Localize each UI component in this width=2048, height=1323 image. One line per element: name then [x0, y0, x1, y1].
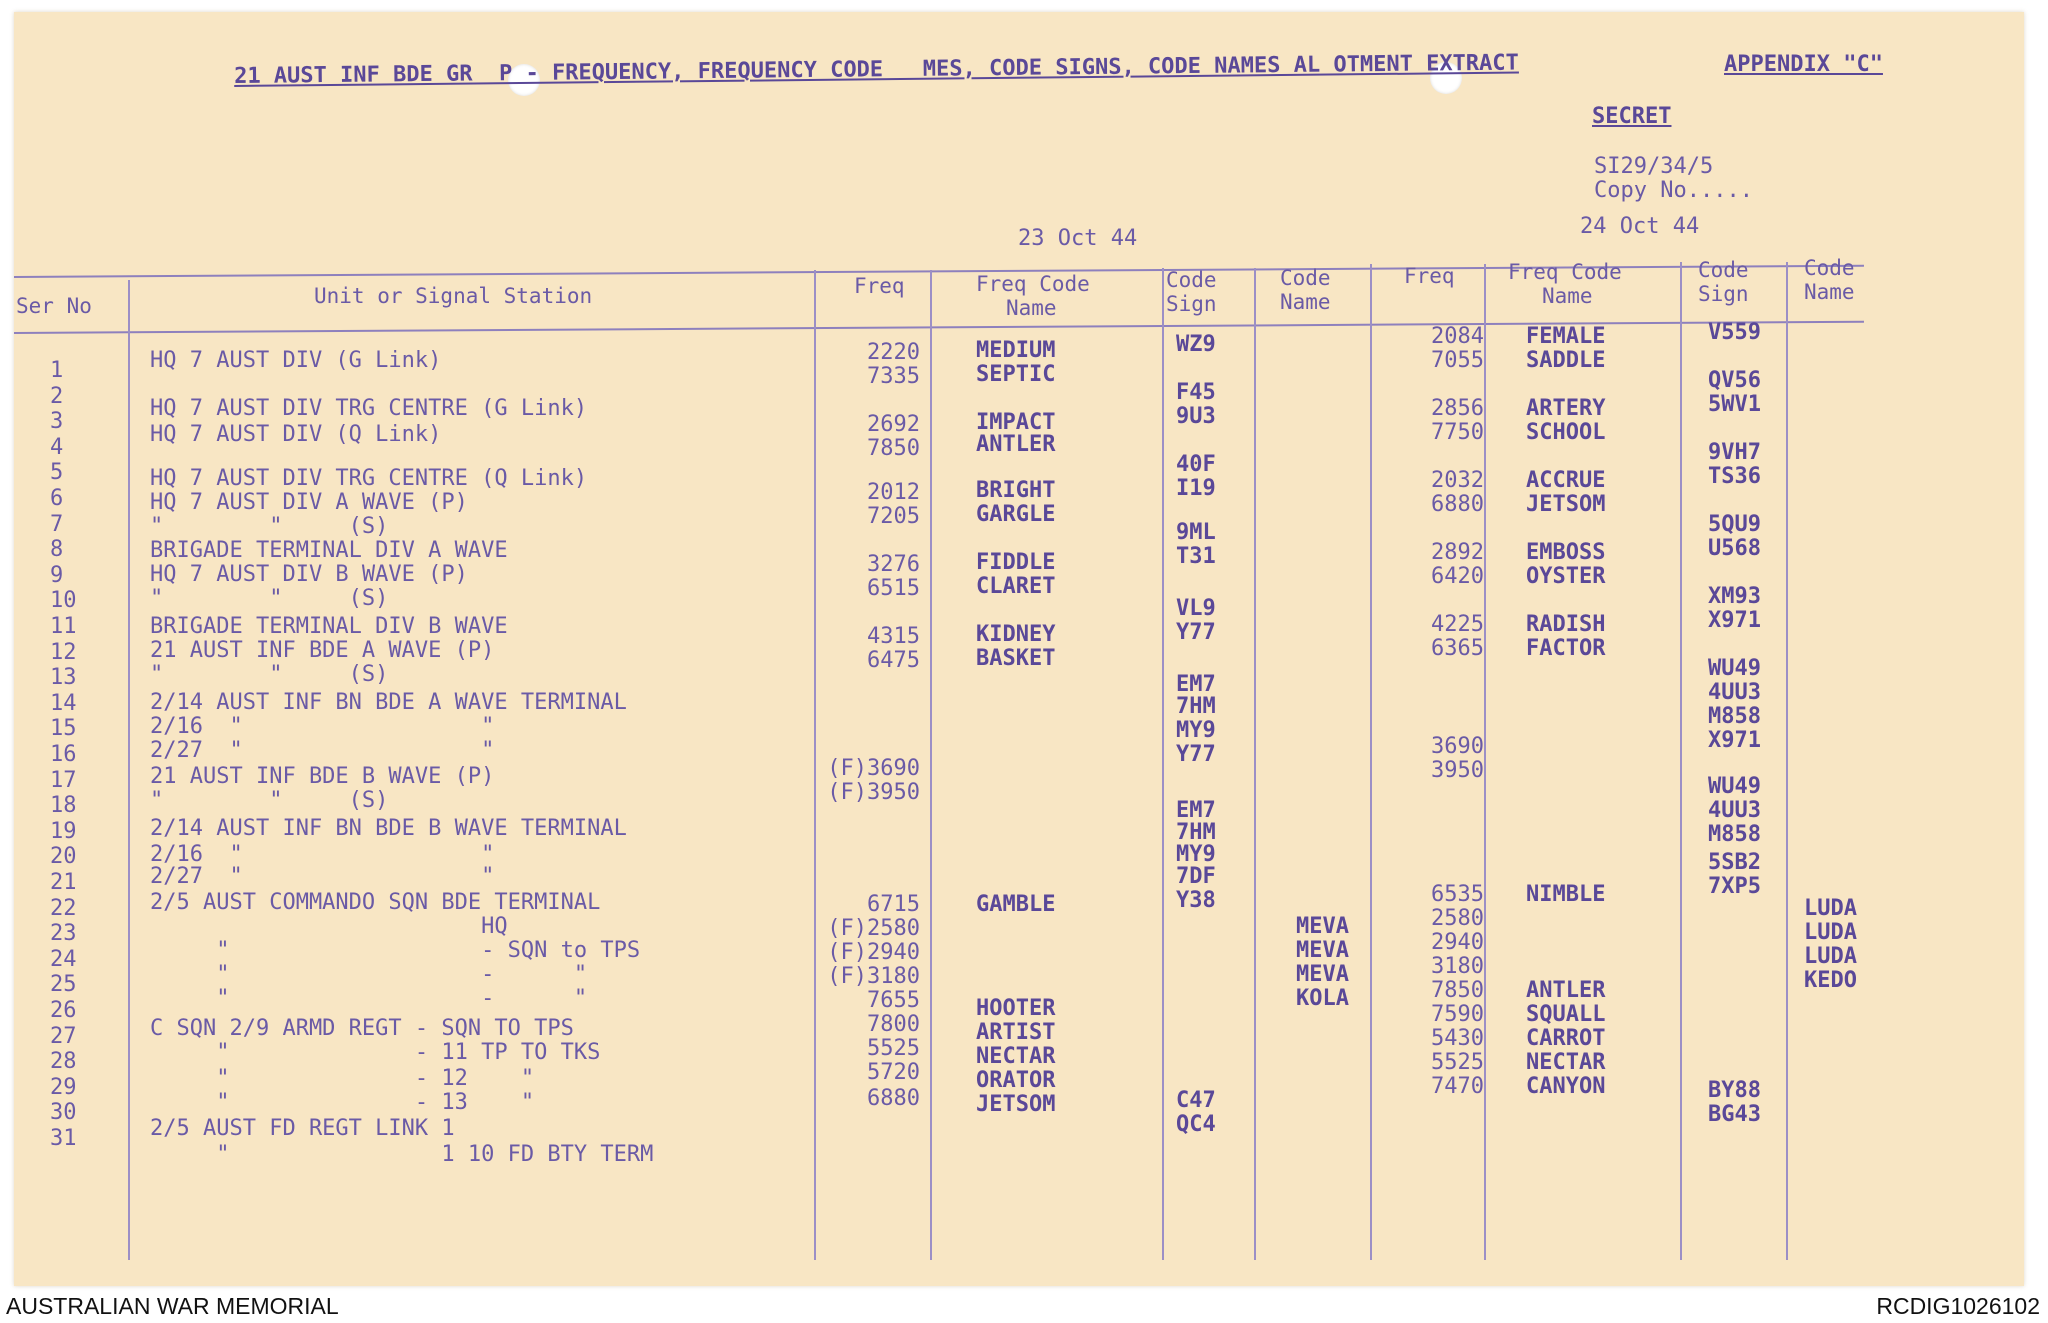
- footer-id: RCDIG1026102: [1876, 1293, 2040, 1319]
- document-title: 21 AUST INF BDE GR P - FREQUENCY, FREQUENCY CODE MES, CODE SIGNS, CODE NAMES AL OTMENT EXTRACT: [234, 50, 1519, 89]
- freq-code-name: RADISH: [1526, 612, 1606, 637]
- freq-code-name: CARROT: [1526, 1026, 1606, 1051]
- freq-code-name: ANTLER: [1526, 978, 1606, 1003]
- unit-name: 2/27 " ": [150, 738, 495, 763]
- code-sign: X971: [1708, 608, 1761, 633]
- code-sign: XM93: [1708, 584, 1761, 609]
- ser-number: 3: [50, 409, 64, 435]
- freq-value: 6475: [867, 648, 920, 673]
- col-rule-9: [1786, 262, 1788, 1260]
- freq-code-name: CANYON: [1526, 1074, 1606, 1099]
- header-code-name-1a: Code: [1280, 266, 1331, 290]
- code-sign: 5SB2: [1708, 850, 1761, 875]
- header-unit: Unit or Signal Station: [314, 284, 593, 308]
- unit-name: " " (S): [150, 514, 389, 539]
- freq-code-name: ACCRUE: [1526, 468, 1606, 493]
- header-ser-no: Ser No: [16, 294, 92, 318]
- freq-value: 3690: [1431, 734, 1484, 759]
- freq-value: 5720: [867, 1060, 920, 1085]
- freq-code-name: ARTIST: [976, 1020, 1056, 1045]
- header-code-sign-1b: Sign: [1166, 292, 1217, 316]
- ser-number: 7: [50, 511, 64, 537]
- header-freq-code-2b: Name: [1542, 284, 1593, 308]
- header-code-name-2a: Code: [1804, 256, 1855, 280]
- freq-value: 6880: [1431, 492, 1484, 517]
- freq-value: 7850: [867, 436, 920, 461]
- code-sign: VL9: [1176, 596, 1216, 621]
- freq-value: 7750: [1431, 420, 1484, 445]
- freq-value: 5525: [1431, 1050, 1484, 1075]
- unit-name: HQ 7 AUST DIV A WAVE (P): [150, 490, 468, 515]
- code-sign: WU49: [1708, 774, 1761, 799]
- freq-value: 7470: [1431, 1074, 1484, 1099]
- code-name: LUDA: [1804, 920, 1857, 945]
- freq-code-name: FACTOR: [1526, 636, 1606, 661]
- unit-name: 21 AUST INF BDE B WAVE (P): [150, 764, 495, 789]
- header-freq-1: Freq: [854, 274, 905, 298]
- freq-value: 2692: [867, 412, 920, 437]
- freq-value: 7655: [867, 988, 920, 1013]
- col-rule-3: [930, 270, 932, 1260]
- footer-source: AUSTRALIAN WAR MEMORIAL: [6, 1293, 339, 1319]
- code-name: LUDA: [1804, 896, 1857, 921]
- freq-value: (F)3690: [827, 756, 920, 781]
- freq-value: 6715: [867, 892, 920, 917]
- freq-value: 7590: [1431, 1002, 1484, 1027]
- code-sign: 4UU3: [1708, 680, 1761, 705]
- code-sign: MY9: [1176, 842, 1216, 867]
- ser-number: 19: [50, 818, 77, 844]
- col-rule-7: [1484, 264, 1486, 1260]
- freq-value: 7800: [867, 1012, 920, 1037]
- unit-name: BRIGADE TERMINAL DIV B WAVE: [150, 614, 508, 639]
- code-sign: 5WV1: [1708, 392, 1761, 417]
- header-code-sign-1a: Code: [1166, 268, 1217, 292]
- ser-number: 28: [50, 1049, 77, 1075]
- freq-value: 2892: [1431, 540, 1484, 565]
- freq-value: 2084: [1431, 324, 1484, 349]
- ser-number: 21: [50, 870, 77, 895]
- code-sign: BY88: [1708, 1078, 1761, 1103]
- freq-value: 7055: [1431, 348, 1484, 373]
- freq-value: 4315: [867, 624, 920, 649]
- freq-code-name: SADDLE: [1526, 348, 1606, 373]
- header-freq-2: Freq: [1404, 264, 1455, 288]
- freq-code-name: JETSOM: [1526, 492, 1606, 517]
- freq-value: 2856: [1431, 396, 1484, 421]
- code-sign: WZ9: [1176, 332, 1216, 357]
- code-name: MEVA: [1296, 962, 1349, 987]
- header-code-name-1b: Name: [1280, 290, 1331, 314]
- freq-code-name: SCHOOL: [1526, 420, 1606, 445]
- unit-name: HQ 7 AUST DIV TRG CENTRE (G Link): [150, 396, 588, 421]
- code-sign: U568: [1708, 536, 1761, 561]
- freq-code-name: ANTLER: [976, 432, 1056, 457]
- unit-name: " - SQN to TPS: [150, 938, 641, 963]
- freq-value: 7205: [867, 504, 920, 529]
- code-sign: X971: [1708, 728, 1761, 753]
- code-sign: M858: [1708, 704, 1761, 729]
- freq-value: 2032: [1431, 468, 1484, 493]
- unit-name: " - 13 ": [150, 1090, 535, 1115]
- freq-value: 6535: [1431, 882, 1484, 907]
- freq-code-name: FIDDLE: [976, 550, 1056, 575]
- freq-value: 4225: [1431, 612, 1484, 637]
- col-rule-1: [128, 280, 130, 1260]
- freq-value: 5525: [867, 1036, 920, 1061]
- ser-number: 30: [50, 1100, 77, 1126]
- ser-number: 20: [50, 844, 77, 870]
- freq-value: 2220: [867, 340, 920, 365]
- freq-code-name: EMBOSS: [1526, 540, 1606, 565]
- freq-code-name: GAMBLE: [976, 892, 1056, 917]
- freq-code-name: ARTERY: [1526, 396, 1606, 421]
- appendix-label: APPENDIX "C": [1724, 52, 1883, 77]
- freq-value: 3276: [867, 552, 920, 577]
- freq-code-name: JETSOM: [976, 1092, 1056, 1117]
- unit-name: 2/16 " ": [150, 714, 495, 739]
- ser-number: 22: [50, 895, 77, 921]
- ser-number: 29: [50, 1074, 77, 1100]
- col-rule-4: [1162, 268, 1164, 1260]
- ser-number: 16: [50, 742, 77, 767]
- freq-code-name: FEMALE: [1526, 324, 1606, 349]
- ser-number: 9: [50, 562, 64, 588]
- date-right: 24 Oct 44: [1580, 214, 1700, 239]
- freq-value: 6880: [867, 1086, 920, 1111]
- code-sign: F45: [1176, 380, 1216, 405]
- unit-name: 2/5 AUST FD REGT LINK 1: [150, 1116, 455, 1141]
- freq-code-name: SQUALL: [1526, 1002, 1606, 1027]
- freq-code-name: ORATOR: [976, 1068, 1056, 1093]
- code-sign: 5QU9: [1708, 512, 1761, 537]
- ser-number: 18: [50, 793, 77, 819]
- unit-name: C SQN 2/9 ARMD REGT - SQN TO TPS: [150, 1016, 574, 1041]
- freq-code-name: NECTAR: [976, 1044, 1056, 1069]
- ser-number: 31: [50, 1126, 77, 1151]
- code-sign: QV56: [1708, 368, 1761, 393]
- code-name: LUDA: [1804, 944, 1857, 969]
- unit-name: " 1 10 FD BTY TERM: [150, 1142, 654, 1167]
- code-sign: EM7: [1176, 672, 1216, 697]
- code-sign: WU49: [1708, 656, 1761, 681]
- ser-number: 24: [50, 946, 77, 972]
- unit-name: HQ 7 AUST DIV B WAVE (P): [150, 562, 468, 587]
- ser-number: 8: [50, 537, 64, 563]
- header-freq-code-1a: Freq Code: [976, 272, 1090, 296]
- code-sign: 7XP5: [1708, 874, 1761, 899]
- unit-name: " " (S): [150, 586, 389, 611]
- code-sign: T31: [1176, 544, 1216, 569]
- ser-number: 26: [50, 998, 77, 1023]
- unit-name: HQ 7 AUST DIV TRG CENTRE (Q Link): [150, 466, 588, 491]
- freq-value: 7850: [1431, 978, 1484, 1003]
- code-sign: 9U3: [1176, 404, 1216, 429]
- freq-value: (F)2580: [827, 916, 920, 941]
- unit-name: 2/27 " ": [150, 864, 495, 889]
- unit-name: " - 12 ": [150, 1066, 535, 1091]
- ser-number: 6: [50, 486, 64, 511]
- freq-value: (F)3180: [827, 964, 920, 989]
- code-sign: 40F: [1176, 452, 1216, 477]
- freq-value: (F)3950: [827, 780, 920, 805]
- header-code-name-2b: Name: [1804, 280, 1855, 304]
- freq-value: 2940: [1431, 930, 1484, 955]
- freq-value: 3950: [1431, 758, 1484, 783]
- freq-value: 7335: [867, 364, 920, 389]
- ser-number: 23: [50, 921, 77, 947]
- freq-code-name: KIDNEY: [976, 622, 1056, 647]
- ser-number: 14: [50, 690, 77, 716]
- col-rule-5: [1254, 268, 1256, 1260]
- unit-name: BRIGADE TERMINAL DIV A WAVE: [150, 538, 508, 563]
- freq-code-name: MEDIUM: [976, 338, 1056, 363]
- unit-name: 2/5 AUST COMMANDO SQN BDE TERMINAL: [150, 890, 601, 915]
- freq-value: 3180: [1431, 954, 1484, 979]
- code-sign: 9ML: [1176, 520, 1216, 545]
- ser-number: 15: [50, 716, 77, 742]
- unit-name: " " (S): [150, 788, 389, 813]
- code-sign: I19: [1176, 476, 1216, 501]
- code-sign: BG43: [1708, 1102, 1761, 1127]
- code-sign: C47: [1176, 1088, 1216, 1113]
- freq-value: (F)2940: [827, 940, 920, 965]
- ser-number: 4: [50, 434, 64, 460]
- document-page: [14, 12, 2024, 1286]
- ser-number: 12: [50, 639, 77, 665]
- ser-number: 25: [50, 972, 77, 998]
- code-sign: 4UU3: [1708, 798, 1761, 823]
- col-rule-2: [814, 270, 816, 1260]
- freq-value: 5430: [1431, 1026, 1484, 1051]
- ser-number: 5: [50, 460, 64, 486]
- code-sign: Y77: [1176, 620, 1216, 645]
- code-sign: M858: [1708, 822, 1761, 847]
- unit-name: " - 11 TP TO TKS: [150, 1040, 601, 1065]
- freq-code-name: HOOTER: [976, 996, 1056, 1021]
- unit-name: 21 AUST INF BDE A WAVE (P): [150, 638, 495, 663]
- ser-number: 10: [50, 588, 77, 614]
- freq-code-name: GARGLE: [976, 502, 1056, 527]
- freq-value: 6420: [1431, 564, 1484, 589]
- unit-name: " - ": [150, 962, 588, 987]
- header-code-sign-2b: Sign: [1698, 282, 1749, 306]
- freq-value: 2012: [867, 480, 920, 505]
- code-sign: V559: [1708, 320, 1761, 345]
- reference-number: SI29/34/5: [1594, 154, 1714, 179]
- freq-code-name: NIMBLE: [1526, 882, 1606, 907]
- ser-number: 11: [50, 614, 77, 639]
- col-rule-8: [1680, 262, 1682, 1260]
- copy-number: Copy No.....: [1594, 178, 1753, 203]
- date-left: 23 Oct 44: [1018, 226, 1138, 251]
- classification-label: SECRET: [1592, 104, 1672, 129]
- header-freq-code-1b: Name: [1006, 296, 1057, 320]
- code-sign: TS36: [1708, 464, 1761, 489]
- freq-code-name: NECTAR: [1526, 1050, 1606, 1075]
- freq-code-name: CLARET: [976, 574, 1056, 599]
- code-sign: 7HM: [1176, 694, 1216, 719]
- unit-name: HQ: [150, 914, 508, 939]
- ser-number: 27: [50, 1023, 77, 1049]
- ser-number: 13: [50, 665, 77, 691]
- code-name: KEDO: [1804, 968, 1857, 993]
- unit-name: HQ 7 AUST DIV (Q Link): [150, 422, 442, 447]
- header-code-sign-2a: Code: [1698, 258, 1749, 282]
- code-sign: QC4: [1176, 1112, 1216, 1137]
- unit-name: 2/16 " ": [150, 842, 495, 867]
- freq-value: 6365: [1431, 636, 1484, 661]
- code-name: MEVA: [1296, 938, 1349, 963]
- freq-code-name: SEPTIC: [976, 362, 1056, 387]
- unit-name: 2/14 AUST INF BN BDE A WAVE TERMINAL: [150, 690, 627, 715]
- ser-number: 1: [50, 358, 64, 383]
- code-name: MEVA: [1296, 914, 1349, 939]
- freq-code-name: BRIGHT: [976, 478, 1056, 503]
- ser-number: 2: [50, 383, 64, 409]
- unit-name: " - ": [150, 986, 588, 1011]
- freq-code-name: OYSTER: [1526, 564, 1606, 589]
- freq-code-name: IMPACT: [976, 410, 1056, 435]
- freq-value: 6515: [867, 576, 920, 601]
- unit-name: 2/14 AUST INF BN BDE B WAVE TERMINAL: [150, 816, 627, 841]
- code-sign: 7HM: [1176, 820, 1216, 845]
- unit-name: " " (S): [150, 662, 389, 687]
- ser-number: 17: [50, 767, 77, 793]
- code-name: KOLA: [1296, 986, 1349, 1011]
- code-sign: 7DF: [1176, 864, 1216, 889]
- unit-name: HQ 7 AUST DIV (G Link): [150, 348, 442, 373]
- header-freq-code-2a: Freq Code: [1508, 260, 1622, 284]
- code-sign: Y38: [1176, 888, 1216, 913]
- col-rule-6: [1370, 264, 1372, 1260]
- code-sign: MY9: [1176, 718, 1216, 743]
- code-sign: Y77: [1176, 742, 1216, 767]
- code-sign: EM7: [1176, 798, 1216, 823]
- code-sign: 9VH7: [1708, 440, 1761, 465]
- freq-code-name: BASKET: [976, 646, 1056, 671]
- freq-value: 2580: [1431, 906, 1484, 931]
